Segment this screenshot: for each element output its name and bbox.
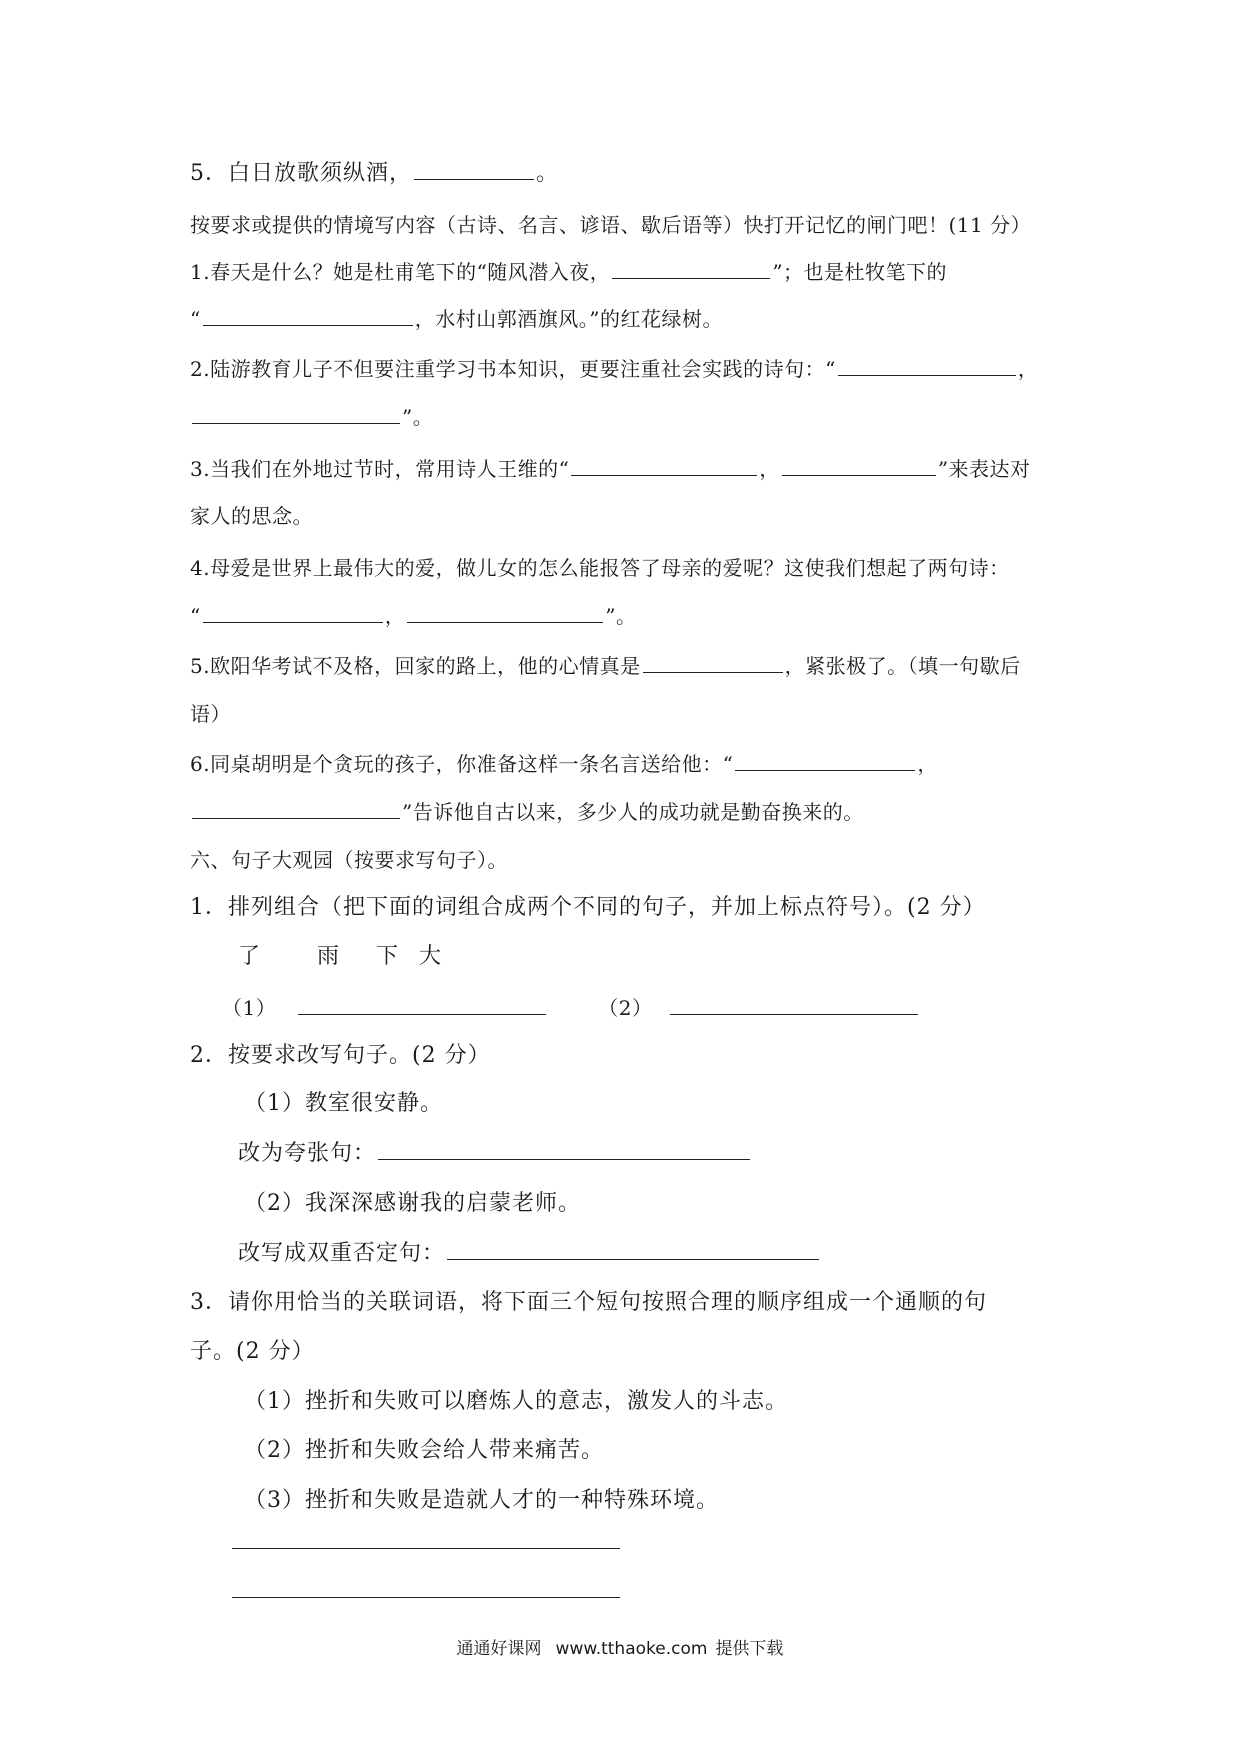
section6-q2-sentence2: （2）我深深感谢我的启蒙老师。 xyxy=(244,1191,581,1216)
memory-q1-blank1[interactable] xyxy=(612,260,770,279)
memory-q1-blank2[interactable] xyxy=(203,307,413,326)
memory-instruction: 按要求或提供的情境写内容（古诗、名言、谚语、歇后语等）快打开记忆的闸门吧！(11 分） xyxy=(190,213,1032,237)
section6-q2-blank2[interactable] xyxy=(447,1241,819,1260)
footer-note: 提供下载 xyxy=(715,1639,784,1659)
section6-q3-title-line1: 3．请你用恰当的关联词语，将下面三个短句按照合理的顺序组成一个通顺的句 xyxy=(190,1290,987,1315)
memory-q3-blank1[interactable] xyxy=(571,457,757,476)
section6-q1-words xyxy=(238,943,442,971)
memory-q3-line1: 3.当我们在外地过节时，常用诗人王维的“ ， ”来表达对 xyxy=(190,457,1031,481)
section6-q1-title: 1．排列组合（把下面的词组合成两个不同的句子，并加上标点符号）。(2 分） xyxy=(190,895,986,920)
section6-q2-task2: 改写成双重否定句： xyxy=(238,1240,821,1268)
memory-q6-line1: 6.同桌胡明是个贪玩的孩子，你准备这样一条名言送给他：“ ， xyxy=(190,752,938,776)
section6-q3-item1: （1）挫折和失败可以磨炼人的意志，激发人的斗志。 xyxy=(244,1389,788,1414)
memory-q3-line2: 家人的思念。 xyxy=(190,504,313,528)
memory-q2-line1: 2.陆游教育儿子不但要注重学习书本知识，更要注重社会实践的诗句：“ ， xyxy=(190,357,1039,381)
answer-label-1: （1） xyxy=(222,996,277,1020)
memory-q4-line1: 4.母爱是世界上最伟大的爱，做儿女的怎么能报答了母亲的爱呢？这使我们想起了两句诗： xyxy=(190,556,1010,580)
memory-q2-line2: ”。 xyxy=(190,403,433,431)
poem-line-5: 5．白日放歌须纵酒， 。 xyxy=(190,161,560,186)
word-3: 下 xyxy=(376,944,400,969)
section6-q2-task1: 改为夸张句： xyxy=(238,1140,752,1168)
memory-q5-line1: 5.欧阳华考试不及格，回家的路上，他的心情真是 ，紧张极了。（填一句歇后 xyxy=(190,654,1021,678)
memory-q4-line2: “ ， ”。 xyxy=(190,604,637,628)
section6-q3-item3: （3）挫折和失败是造就人才的一种特殊环境。 xyxy=(244,1488,719,1513)
section6-q3-answer-line-2[interactable] xyxy=(232,1597,620,1598)
answer-blank-2[interactable] xyxy=(670,996,918,1015)
memory-q6-blank2[interactable] xyxy=(192,800,400,819)
footer-url[interactable]: www.tthaoke.com xyxy=(555,1639,708,1659)
memory-q1-line2: “ ，水村山郭酒旗风。”的红花绿树。 xyxy=(190,307,723,331)
memory-q5-blank[interactable] xyxy=(643,654,783,673)
section6-q3-answer-line-1[interactable] xyxy=(232,1548,620,1549)
memory-q1-line1: 1.春天是什么？她是杜甫笔下的“随风潜入夜， ”；也是杜牧笔下的 xyxy=(190,260,948,284)
footer-site-name: 通通好课网 xyxy=(456,1639,542,1659)
memory-q3-blank2[interactable] xyxy=(782,457,936,476)
section6-title: 六、句子大观园（按要求写句子）。 xyxy=(190,848,508,872)
section6-q2-title: 2．按要求改写句子。(2 分） xyxy=(190,1043,491,1068)
memory-q5-line2: 语） xyxy=(190,702,231,726)
poem-line-5-text: 5．白日放歌须纵酒， xyxy=(190,161,412,186)
section6-q2-blank1[interactable] xyxy=(378,1141,750,1160)
section6-q3-title-line2: 子。(2 分） xyxy=(190,1339,315,1364)
answer-blank-1[interactable] xyxy=(298,996,546,1015)
memory-q2-blank1[interactable] xyxy=(838,357,1016,376)
answer-label-2: （2） xyxy=(598,996,653,1020)
section6-q3-item2: （2）挫折和失败会给人带来痛苦。 xyxy=(244,1438,604,1463)
memory-q2-blank2[interactable] xyxy=(192,405,400,424)
section6-q2-sentence1: （1）教室很安静。 xyxy=(244,1091,443,1116)
memory-q6-line2: ”告诉他自古以来，多少人的成功就是勤奋换来的。 xyxy=(190,798,864,826)
page-footer xyxy=(0,1637,1240,1661)
memory-q4-blank2[interactable] xyxy=(407,604,603,623)
section6-q1-answers xyxy=(222,994,920,1022)
memory-q6-blank1[interactable] xyxy=(735,752,915,771)
memory-q4-blank1[interactable] xyxy=(203,604,383,623)
word-4: 大 xyxy=(419,944,443,969)
poem-line-5-blank[interactable] xyxy=(414,161,534,180)
word-2: 雨 xyxy=(317,944,341,969)
word-1: 了 xyxy=(238,944,262,969)
